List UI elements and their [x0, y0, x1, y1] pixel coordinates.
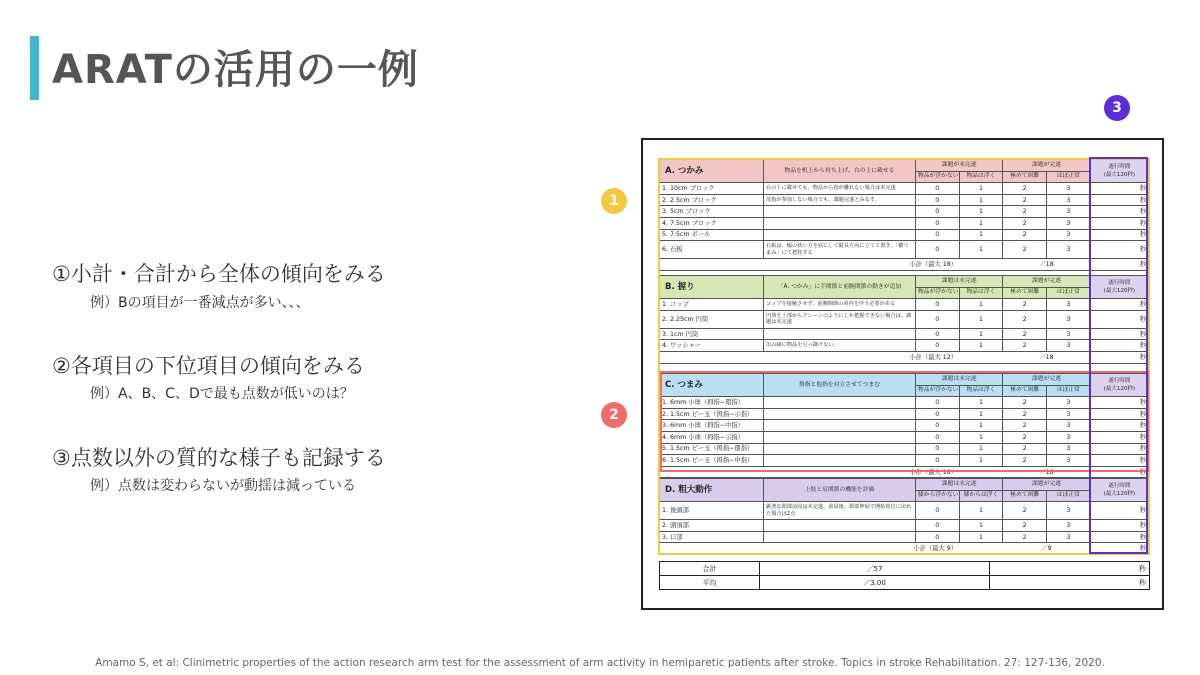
score-cell[interactable]: 3	[1047, 397, 1091, 409]
score-cell[interactable]: 3	[1047, 340, 1091, 352]
score-cell[interactable]: 2	[1003, 397, 1047, 409]
time-cell[interactable]: 秒	[1090, 194, 1148, 206]
header-incomplete: 課題は未完遂	[915, 479, 1002, 491]
header-incomplete: 課題は未完遂	[915, 276, 1002, 288]
time-cell[interactable]: 秒	[1090, 229, 1148, 241]
score-cell[interactable]: 2	[1003, 520, 1047, 532]
score-cell[interactable]: 3	[1047, 455, 1091, 467]
item-note: 石板は、幅の狭い方を底にして縦長方向に立てて置き、「横つまみ」にて把持する	[764, 241, 916, 259]
item-label: 4. ワッシャー	[660, 340, 764, 352]
score-cell[interactable]: 3	[1047, 408, 1091, 420]
score-cell[interactable]: 2	[1003, 531, 1047, 543]
item-label: 2. 2.25cm 円筒	[660, 310, 764, 328]
score-cell[interactable]: 0	[915, 217, 959, 229]
time-cell[interactable]: 秒	[1090, 443, 1148, 455]
score-cell[interactable]: 1	[959, 340, 1003, 352]
subtotal-label: 小計（最大 18）	[764, 259, 960, 271]
score-cell[interactable]: 1	[959, 520, 1003, 532]
point-2-example: 例）A、B、C、Dで最も点数が低いのは？	[90, 386, 354, 402]
score-cell[interactable]: 3	[1047, 420, 1091, 432]
section-description: 拇指と他指を対立させてつまむ	[764, 374, 916, 397]
item-note: 顕著な頸部前屈は未完遂、前屈後、頸部伸展で開始肢位に戻れた場合は2点	[764, 502, 916, 520]
score-cell[interactable]: 1	[959, 408, 1003, 420]
score-cell[interactable]: 1	[959, 443, 1003, 455]
item-label: 2. 2.5cm ブロック	[660, 194, 764, 206]
score-subheader: 物品が浮かない	[915, 287, 959, 299]
subtotal-value[interactable]: ／9	[1003, 543, 1090, 555]
time-cell[interactable]: 秒	[1090, 217, 1148, 229]
score-subheader: 物品は浮く	[959, 385, 1003, 397]
badge-2: 2	[601, 402, 627, 428]
score-subheader: 物品が浮かない	[915, 171, 959, 183]
score-cell[interactable]: 2	[1003, 443, 1047, 455]
total-unit[interactable]: 秒	[990, 576, 1150, 590]
score-cell[interactable]: 0	[915, 340, 959, 352]
score-cell[interactable]: 0	[915, 420, 959, 432]
score-cell[interactable]: 3	[1047, 183, 1091, 195]
arat-score-form	[641, 138, 1164, 610]
item-label: 6. 石板	[660, 241, 764, 259]
section-name: C. つまみ	[660, 374, 764, 397]
section-name: A. つかみ	[660, 160, 764, 183]
point-2: ②各項目の下位項目の傾向をみる	[52, 354, 365, 378]
time-cell[interactable]: 秒	[1090, 408, 1148, 420]
item-label: 5. 1.5cm ビー玉（拇指−環指）	[660, 443, 764, 455]
header-incomplete: 課題が未完遂	[915, 160, 1002, 172]
section-name: B. 握り	[660, 276, 764, 299]
subtotal-time[interactable]: 秒	[1090, 466, 1148, 478]
score-cell[interactable]: 0	[915, 229, 959, 241]
score-cell[interactable]: 1	[959, 420, 1003, 432]
score-cell[interactable]: 0	[915, 531, 959, 543]
time-cell[interactable]: 秒	[1090, 420, 1148, 432]
time-cell[interactable]: 秒	[1090, 299, 1148, 311]
score-cell[interactable]: 3	[1047, 443, 1091, 455]
item-note: コップを接触させず、前腕関節の回内を伴う必要がある	[764, 299, 916, 311]
subtotal-label: 小計（最大 12）	[764, 351, 960, 363]
item-label: 2. 1.5cm ビー玉（拇指−示指）	[660, 408, 764, 420]
item-label: 6. 1.5cm ビー玉（拇指−中指）	[660, 455, 764, 467]
score-subheader: 極めて困難	[1003, 490, 1047, 502]
score-cell[interactable]: 0	[915, 397, 959, 409]
score-cell[interactable]: 2	[1003, 241, 1047, 259]
time-cell[interactable]: 秒	[1090, 328, 1148, 340]
score-cell[interactable]: 2	[1003, 502, 1047, 520]
score-cell[interactable]: 0	[915, 194, 959, 206]
score-subheader: 物品は浮く	[959, 171, 1003, 183]
score-subheader: 極めて困難	[1003, 171, 1047, 183]
subtotal-label: 小計（最大 9）	[764, 543, 960, 555]
point-3-example: 例）点数は変わらないが動揺は減っている	[90, 478, 356, 494]
total-value[interactable]: ／3.00	[760, 576, 990, 590]
score-cell[interactable]: 1	[959, 183, 1003, 195]
item-label: 3. 5cm ブロック	[660, 206, 764, 218]
highlight-box-yellow	[658, 158, 1150, 555]
item-label: 1. 6mm 小球（拇指−環指）	[660, 397, 764, 409]
score-cell[interactable]: 2	[1003, 217, 1047, 229]
point-1-example: 例）Bの項目が一番減点が多い、、、	[90, 295, 310, 311]
total-row	[660, 562, 1150, 576]
score-cell[interactable]: 3	[1047, 328, 1091, 340]
subtotal-label: 小計（最大 18）	[764, 466, 960, 478]
score-cell[interactable]: 3	[1047, 431, 1091, 443]
score-cell[interactable]: 0	[915, 183, 959, 195]
header-incomplete: 課題は未完遂	[915, 374, 1002, 386]
section-description: 「A. つかみ」に手関節と前腕関節の動きが追加	[764, 276, 916, 299]
slide-title: ARATの活用の一例	[52, 47, 419, 93]
totals-table	[659, 561, 1150, 590]
score-cell[interactable]: 3	[1047, 241, 1091, 259]
badge-3: 3	[1104, 95, 1130, 121]
score-subheader: ほぼ正常	[1047, 171, 1091, 183]
score-cell[interactable]: 0	[915, 408, 959, 420]
subtotal-value[interactable]: ／18	[1003, 351, 1090, 363]
score-cell[interactable]: 0	[915, 299, 959, 311]
score-cell[interactable]: 3	[1047, 217, 1091, 229]
time-header: 遂行時間 (最大120秒)	[1090, 160, 1148, 183]
score-cell[interactable]: 2	[1003, 408, 1047, 420]
time-cell[interactable]: 秒	[1090, 431, 1148, 443]
score-cell[interactable]: 3	[1047, 229, 1091, 241]
header-complete: 課題が完遂	[1003, 374, 1090, 386]
score-cell[interactable]: 3	[1047, 520, 1091, 532]
score-cell[interactable]: 2	[1003, 229, 1047, 241]
score-cell[interactable]: 1	[959, 229, 1003, 241]
item-note: 母指が参加しない場合でも、課題完遂とみなす。	[764, 194, 916, 206]
time-cell[interactable]: 秒	[1090, 531, 1148, 543]
total-label: 合計	[660, 562, 760, 576]
time-cell[interactable]: 秒	[1090, 206, 1148, 218]
score-cell[interactable]: 2	[1003, 328, 1047, 340]
time-cell[interactable]: 秒	[1090, 455, 1148, 467]
total-row	[660, 576, 1150, 590]
score-cell[interactable]: 0	[915, 520, 959, 532]
item-note: 円筒を上部からクレーンのようにしか把握できない場合は、課題は未完遂	[764, 310, 916, 328]
item-label: 1. コップ	[660, 299, 764, 311]
score-subheader: 極めて困難	[1003, 287, 1047, 299]
score-cell[interactable]: 1	[959, 531, 1003, 543]
item-label: 3. 6mm 小球（拇指−中指）	[660, 420, 764, 432]
score-cell[interactable]: 1	[959, 328, 1003, 340]
score-cell[interactable]: 2	[1003, 340, 1047, 352]
score-cell[interactable]: 3	[1047, 502, 1091, 520]
item-label: 1. 10cm ブロック	[660, 183, 764, 195]
score-cell[interactable]: 3	[1047, 310, 1091, 328]
time-header: 遂行時間 (最大120秒)	[1090, 479, 1148, 502]
score-cell[interactable]: 0	[915, 431, 959, 443]
item-label: 1. 後頭部	[660, 502, 764, 520]
score-subheader: 物品が浮かない	[915, 385, 959, 397]
score-subheader: 物品は浮く	[959, 287, 1003, 299]
item-label: 4. 7.5cm ブロック	[660, 217, 764, 229]
time-cell[interactable]: 秒	[1090, 397, 1148, 409]
citation: Amamo S, et al: Clinimetric properties of the action research arm test for the assessment of arm activity in hemiparetic patients after stroke. Topics in stroke Rehabilitation. 27: 127-136, 2020.	[95, 657, 1105, 669]
score-cell[interactable]: 2	[1003, 206, 1047, 218]
time-cell[interactable]: 秒	[1090, 340, 1148, 352]
subtotal-value[interactable]: ／18	[1003, 466, 1090, 478]
score-cell[interactable]: 0	[915, 502, 959, 520]
score-cell[interactable]: 1	[959, 241, 1003, 259]
total-value[interactable]: ／57	[760, 562, 990, 576]
score-subheader: ほぼ正常	[1047, 490, 1091, 502]
score-cell[interactable]: 2	[1003, 194, 1047, 206]
item-label: 2. 頭頂部	[660, 520, 764, 532]
score-cell[interactable]: 0	[915, 328, 959, 340]
score-cell[interactable]: 1	[959, 431, 1003, 443]
score-cell[interactable]: 2	[1003, 183, 1047, 195]
highlight-box-purple	[1089, 157, 1148, 554]
time-cell[interactable]: 秒	[1090, 502, 1148, 520]
time-cell[interactable]: 秒	[1090, 520, 1148, 532]
subtotal-time[interactable]: 秒	[1090, 259, 1148, 271]
total-unit[interactable]: 秒	[990, 562, 1150, 576]
item-label: 5. 7.5cm ボール	[660, 229, 764, 241]
time-cell[interactable]: 秒	[1090, 310, 1148, 328]
point-1: ①小計・合計から全体の傾向をみる	[52, 262, 386, 286]
score-cell[interactable]: 2	[1003, 310, 1047, 328]
section-description: 物品を机上から持ち上げ、台の上に載せる	[764, 160, 916, 183]
score-cell[interactable]: 2	[1003, 299, 1047, 311]
score-cell[interactable]: 1	[959, 397, 1003, 409]
score-subheader: 膝からは浮く	[959, 490, 1003, 502]
score-cell[interactable]: 1	[959, 206, 1003, 218]
score-cell[interactable]: 1	[959, 299, 1003, 311]
score-cell[interactable]: 1	[959, 194, 1003, 206]
time-header: 遂行時間 (最大120秒)	[1090, 276, 1148, 299]
item-label: 4. 6mm 小球（拇指−示指）	[660, 431, 764, 443]
section-description: 上肢と肩関節の機能を評価	[764, 479, 916, 502]
score-subheader: 極めて困難	[1003, 385, 1047, 397]
score-subheader: ほぼ正常	[1047, 287, 1091, 299]
item-label: 3. 1cm 円筒	[660, 328, 764, 340]
header-complete: 課題が完遂	[1003, 479, 1090, 491]
time-cell[interactable]: 秒	[1090, 241, 1148, 259]
score-cell[interactable]: 0	[915, 206, 959, 218]
title-accent-bar	[30, 36, 39, 100]
score-cell[interactable]: 1	[959, 455, 1003, 467]
header-complete: 課題が完遂	[1003, 276, 1090, 288]
badge-1: 1	[601, 188, 627, 214]
score-subheader: 膝から浮かない	[915, 490, 959, 502]
point-3: ③点数以外の質的な様子も記録する	[52, 446, 386, 470]
score-cell[interactable]: 0	[915, 310, 959, 328]
time-cell[interactable]: 秒	[1090, 183, 1148, 195]
time-header: 遂行時間 (最大120秒)	[1090, 374, 1148, 397]
score-cell[interactable]: 2	[1003, 455, 1047, 467]
item-note: 台の上に載せても、物品から指が離れない場合は未完遂	[764, 183, 916, 195]
score-cell[interactable]: 1	[959, 217, 1003, 229]
score-cell[interactable]: 3	[1047, 531, 1091, 543]
subtotal-value[interactable]: ／18	[1003, 259, 1090, 271]
subtotal-time[interactable]: 秒	[1090, 351, 1148, 363]
score-cell[interactable]: 2	[1003, 420, 1047, 432]
score-cell[interactable]: 2	[1003, 431, 1047, 443]
score-cell[interactable]: 1	[959, 310, 1003, 328]
item-note: 缶の縁に物品を引っ掛けない。	[764, 340, 916, 352]
score-cell[interactable]: 3	[1047, 206, 1091, 218]
score-cell[interactable]: 3	[1047, 299, 1091, 311]
highlight-box-red	[660, 371, 1149, 472]
score-cell[interactable]: 0	[915, 443, 959, 455]
section-name: D. 粗大動作	[660, 479, 764, 502]
total-label: 平均	[660, 576, 760, 590]
header-complete: 課題が完遂	[1003, 160, 1090, 172]
subtotal-time[interactable]: 秒	[1090, 543, 1148, 555]
item-label: 3. 口部	[660, 531, 764, 543]
score-cell[interactable]: 1	[959, 502, 1003, 520]
score-cell[interactable]: 3	[1047, 194, 1091, 206]
score-subheader: ほぼ正常	[1047, 385, 1091, 397]
score-cell[interactable]: 0	[915, 241, 959, 259]
score-cell[interactable]: 0	[915, 455, 959, 467]
